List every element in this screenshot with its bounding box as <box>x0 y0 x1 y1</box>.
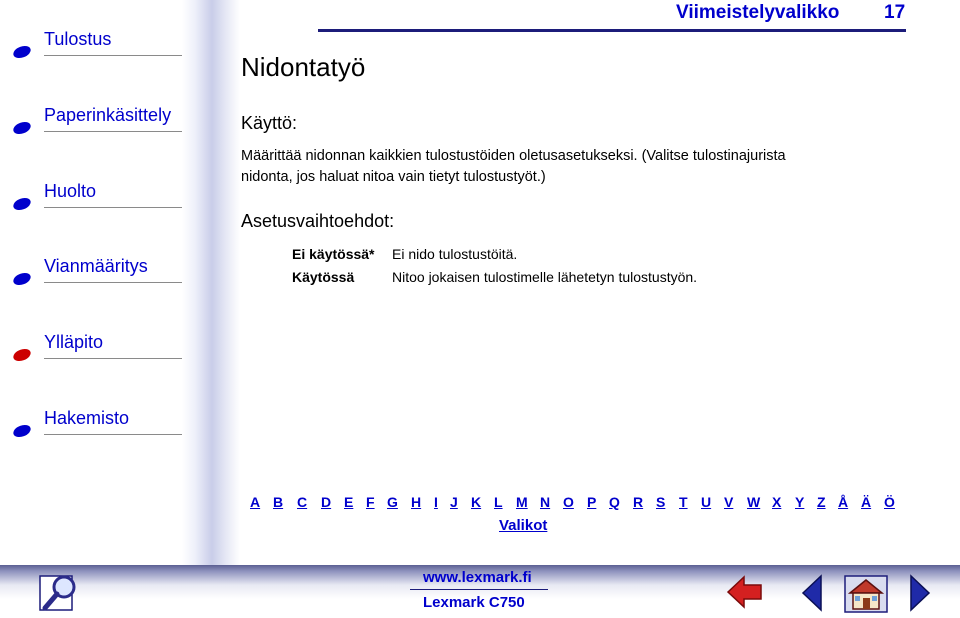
index-letter-link[interactable]: P <box>587 494 597 510</box>
index-letter-link[interactable]: Å <box>838 494 849 510</box>
option-description: Ei nido tulostustöitä. <box>392 246 518 262</box>
sidebar-item-paperinkasittely[interactable] <box>12 103 182 143</box>
index-letter-link[interactable]: Ä <box>861 494 872 510</box>
header-divider <box>318 29 906 32</box>
description-line: nidonta, jos haluat nitoa vain tietyt tulostustyöt.) <box>241 169 546 185</box>
description-line: Määrittää nidonnan kaikkien tulostustöiden oletusasetukseksi. (Valitse tulostinajurista <box>241 148 786 164</box>
index-letter-link[interactable]: O <box>563 494 574 510</box>
oval-bullet-icon <box>12 272 32 286</box>
sidebar-item-label: Paperinkäsittely <box>44 105 172 125</box>
index-letter-link[interactable]: C <box>297 494 308 510</box>
index-letter-link[interactable]: Q <box>609 494 620 510</box>
index-letter-link[interactable]: V <box>724 494 734 510</box>
index-letter-link[interactable]: Ö <box>884 494 895 510</box>
index-letter-link[interactable]: E <box>344 494 354 510</box>
oval-bullet-icon <box>12 424 32 438</box>
index-letter-link[interactable]: Y <box>795 494 805 510</box>
oval-bullet-icon <box>12 45 32 59</box>
footer-divider <box>410 589 548 590</box>
index-letter-link[interactable]: H <box>411 494 422 510</box>
search-icon[interactable] <box>38 572 84 614</box>
divider <box>44 131 182 132</box>
sidebar-item-hakemisto[interactable] <box>12 406 182 446</box>
sidebar-item-yllapito[interactable] <box>12 330 182 370</box>
oval-bullet-icon <box>12 197 32 211</box>
index-letter-link[interactable]: L <box>494 494 503 510</box>
index-letter-link[interactable]: U <box>701 494 712 510</box>
sidebar-item-label: Huolto <box>44 181 97 201</box>
website-url[interactable]: www.lexmark.fi <box>423 569 532 586</box>
index-letter-link[interactable]: J <box>450 494 458 510</box>
page-number: 17 <box>884 2 906 23</box>
index-letter-link[interactable]: I <box>434 494 438 510</box>
index-letter-link[interactable]: M <box>516 494 528 510</box>
sidebar-item-label: Hakemisto <box>44 408 130 428</box>
index-letter-link[interactable]: F <box>366 494 375 510</box>
index-letter-link[interactable]: Z <box>817 494 826 510</box>
sidebar-item-label: Tulostus <box>44 29 112 49</box>
description <box>241 146 881 188</box>
index-letter-link[interactable]: N <box>540 494 551 510</box>
option-name: Ei käytössä* <box>292 246 375 262</box>
index-letter-link[interactable]: S <box>656 494 666 510</box>
next-page-icon[interactable] <box>908 574 932 612</box>
usage-heading: Käyttö: <box>241 113 298 133</box>
option-description: Nitoo jokaisen tulostimelle lähetetyn tulostustyön. <box>392 269 698 285</box>
index-letter-link[interactable]: G <box>387 494 398 510</box>
index-letter-link[interactable]: T <box>679 494 688 510</box>
sidebar-item-huolto[interactable] <box>12 179 182 219</box>
divider <box>44 282 182 283</box>
sidebar-item-label: Vianmääritys <box>44 256 148 276</box>
index-letter-link[interactable]: K <box>471 494 482 510</box>
index-letter-link[interactable]: W <box>747 494 761 510</box>
previous-page-icon[interactable] <box>800 574 824 612</box>
menus-link[interactable]: Valikot <box>499 517 548 534</box>
sidebar-item-vianmaaritys[interactable] <box>12 254 182 294</box>
divider <box>44 207 182 208</box>
index-letter-link[interactable]: R <box>633 494 644 510</box>
index-letter-link[interactable]: D <box>321 494 332 510</box>
divider <box>44 358 182 359</box>
index-letter-link[interactable]: X <box>772 494 782 510</box>
oval-bullet-icon <box>12 121 32 135</box>
sidebar <box>0 0 240 565</box>
settings-heading: Asetusvaihtoehdot: <box>241 211 395 231</box>
home-icon[interactable] <box>842 573 890 615</box>
index-letter-link[interactable]: B <box>273 494 284 510</box>
product-name: Lexmark C750 <box>423 594 525 611</box>
sidebar-item-tulostus[interactable] <box>12 27 182 67</box>
divider <box>44 55 182 56</box>
section-title: Viimeistelyvalikko <box>676 2 840 23</box>
divider <box>44 434 182 435</box>
option-name: Käytössä <box>292 269 355 285</box>
page-title: Nidontatyö <box>241 52 366 82</box>
index-letter-link[interactable]: A <box>250 494 261 510</box>
oval-bullet-icon <box>12 348 32 362</box>
back-arrow-icon[interactable] <box>726 574 764 610</box>
sidebar-item-label: Ylläpito <box>44 332 104 352</box>
